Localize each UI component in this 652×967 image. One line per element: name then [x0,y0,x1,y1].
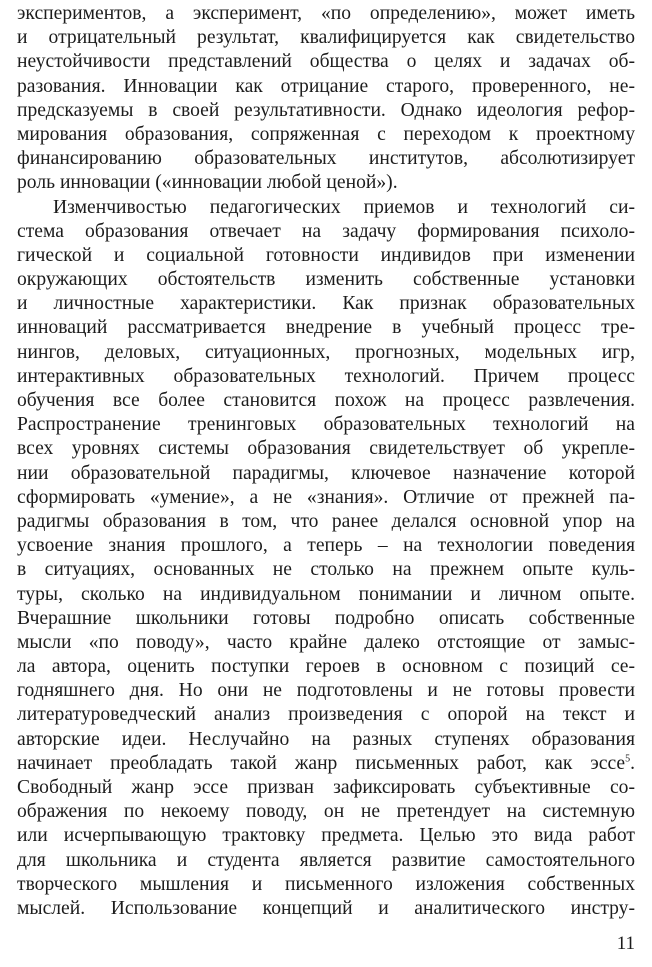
text-line: и отрицательный результат, квалифицируется как свидетельство [17,27,635,49]
footnote-marker: 5 [625,753,631,765]
text-line: ображения по некоему поводу, он не претендует на системную [17,801,635,823]
text-line: творческого мышления и письменного изложения собственных [17,873,635,895]
text-line: финансированию образовательных институтов, абсолютизирует [17,148,635,170]
body-text [17,2,635,921]
text-line: неустойчивости представлений общества о целях и задачах об- [17,51,635,73]
page-number: 11 [616,933,635,954]
text-line: обучения все более становится похож на процесс развлечения. [17,390,635,411]
text-line: интерактивных образовательных технологий. Причем процесс [17,365,635,387]
footnote-suffix: . [630,752,635,774]
text-line: гической и социальной готовности индивидов при изменении [17,244,635,266]
text-line: Вчерашние школьники готовы подробно описать собственные [17,607,635,629]
text-line: годняшнего дня. Но они не подготовлены и не готовы провести [17,680,635,702]
text-line: мысли «по поводу», часто крайне далеко отстоящие от замыс- [17,631,635,653]
text-line: и личностные характеристики. Как признак образовательных [17,293,635,315]
text-line: для школьника и студента является развитие самостоятельного [17,849,635,871]
text-line: мирования образования, сопряженная с переходом к проектному [17,123,635,145]
text-line: литературоведческий анализ произведения с опорой на текст и [17,704,635,726]
text-line: инноваций рассматривается внедрение в учебный процесс тре- [17,317,635,339]
text-line: туры, сколько на индивидуальном понимании и личном опыте. [17,583,635,605]
text-line-with-footnote [17,752,635,776]
text-line: усвоение знания прошлого, а теперь – на технологии поведения [17,535,635,557]
text-line: предсказуемы в своей результативности. Однако идеология рефор- [17,99,635,121]
text-line: Свободный жанр эссе призван зафиксировать субъективные со- [17,777,635,798]
text-line: Изменчивостью педагогических приемов и технологий си- [53,196,635,218]
text-line: радигмы образования в том, что ранее делался основной упор на [17,510,635,532]
text-line: Распространение тренинговых образовательных технологий на [17,414,635,436]
text-line: экспериментов, а эксперимент, «по определению», может иметь [17,3,635,24]
text-line: роль инновации («инновации любой ценой»). [17,172,398,194]
text-line: всех уровнях системы образования свидетельствует об укрепле- [17,438,635,460]
text-line: нии образовательной парадигмы, ключевое назначение которой [17,462,635,484]
text-line: авторские идеи. Неслучайно на разных ступенях образования [17,728,635,750]
text-line: разования. Инновации как отрицание старого, проверенного, не- [17,75,635,97]
text-line: окружающих обстоятельств изменить собственные установки [17,269,635,291]
text-line: мыслей. Использование концепций и аналитического инстру- [17,897,635,919]
text-line: в ситуациях, основанных не столько на прежнем опыте куль- [17,559,635,581]
text-line: нингов, деловых, ситуационных, прогнозных, модельных игр, [17,341,635,363]
text-line: стема образования отвечает на задачу формирования психоло- [17,220,635,242]
text-line: сформировать «умение», а не «знания». Отличие от прежней па- [17,486,635,508]
text-line: или исчерпывающую трактовку предмета. Целью это вида работ [17,825,635,847]
text-line: ла автора, оценить поступки героев в основном с позиций се- [17,656,635,678]
text-line-content: начинает преобладать такой жанр письменных работ, как эссе [17,752,626,774]
